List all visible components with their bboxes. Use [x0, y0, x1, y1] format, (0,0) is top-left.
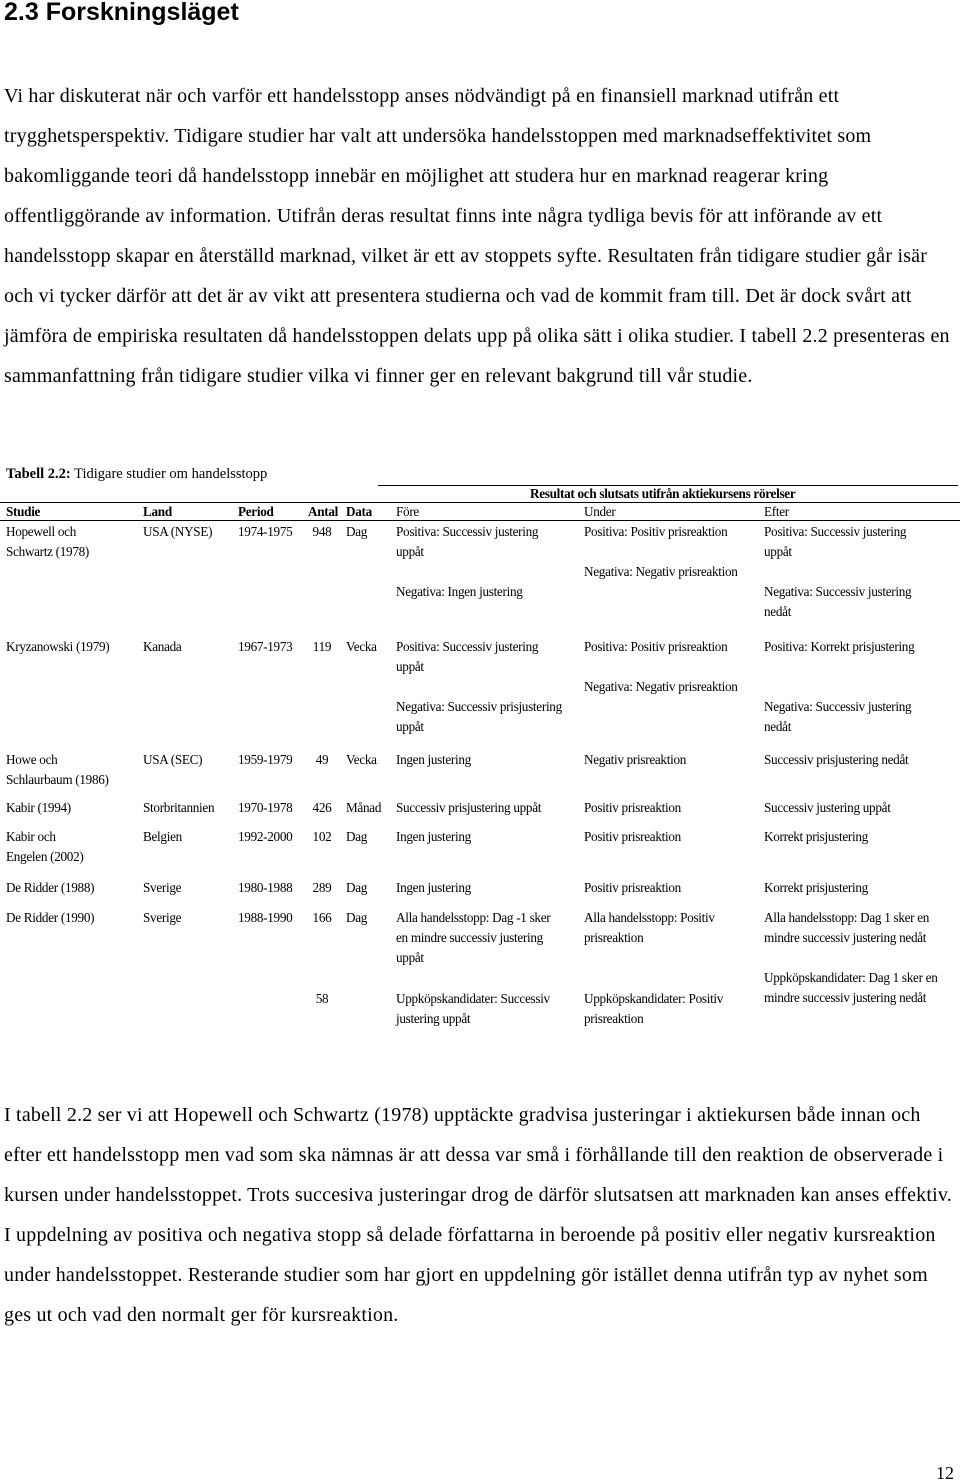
table-cell-efter: Negativa: Successiv justering: [764, 699, 912, 714]
table-cell-fore: uppåt: [396, 544, 424, 559]
col-header-studie: Studie: [6, 504, 41, 519]
header-bottom-rule: [0, 520, 960, 521]
table-cell-under: Positiv prisreaktion: [584, 880, 681, 895]
table-cell-antal: 119: [312, 639, 332, 654]
table-cell-under: Negativa: Negativ prisreaktion: [584, 564, 738, 579]
table-cell-fore: Uppköpskandidater: Successiv: [396, 991, 550, 1006]
table-cell-efter: Korrekt prisjustering: [764, 880, 868, 895]
table-cell-antal: 426: [312, 800, 332, 815]
table-cell-fore: Alla handelsstopp: Dag -1 sker: [396, 910, 551, 925]
table-cell-antal: 289: [312, 880, 332, 895]
table-cell-period: 1980-1988: [238, 880, 293, 895]
table-cell-under: prisreaktion: [584, 930, 644, 945]
table-cell-studie: De Ridder (1990): [6, 910, 95, 925]
table-cell-antal: 58: [315, 991, 329, 1006]
table-cell-studie: Kryzanowski (1979): [6, 639, 110, 654]
table-cell-efter: Alla handelsstopp: Dag 1 sker en: [764, 910, 930, 925]
table-cell-studie: Kabir och: [6, 829, 56, 844]
table-cell-antal: 102: [312, 829, 332, 844]
table-cell-fore: uppåt: [396, 719, 424, 734]
table-cell-under: prisreaktion: [584, 1011, 644, 1026]
table-cell-fore: uppåt: [396, 659, 424, 674]
table-cell-data: Månad: [346, 800, 382, 815]
table-cell-land: Sverige: [143, 910, 182, 925]
table-cell-efter: mindre successiv justering nedåt: [764, 990, 927, 1005]
table-cell-studie: Hopewell och: [6, 524, 77, 539]
table-cell-land: Kanada: [143, 639, 182, 654]
table-cell-period: 1974-1975: [238, 524, 293, 539]
col-header-fore: Före: [396, 504, 419, 519]
section-heading: 2.3 Forskningsläget: [4, 0, 239, 26]
col-header-period: Period: [238, 504, 274, 519]
table-cell-under: Negativa: Negativ prisreaktion: [584, 679, 738, 694]
table-cell-efter: nedåt: [764, 604, 792, 619]
table-cell-efter: uppåt: [764, 544, 792, 559]
table-cell-period: 1967-1973: [238, 639, 293, 654]
table-cell-fore: en mindre successiv justering: [396, 930, 543, 945]
table-cell-fore: Ingen justering: [396, 829, 471, 844]
col-header-under: Under: [584, 504, 616, 519]
table-cell-studie: Schwartz (1978): [6, 544, 90, 559]
table-caption-text: Tidigare studier om handelsstopp: [70, 466, 268, 482]
col-header-efter: Efter: [764, 504, 789, 519]
table-cell-period: 1970-1978: [238, 800, 293, 815]
table-cell-under: Positiv prisreaktion: [584, 829, 681, 844]
table-cell-studie: Schlaurbaum (1986): [6, 772, 109, 787]
table-cell-data: Dag: [346, 880, 368, 895]
col-header-data: Data: [346, 504, 372, 519]
table-cell-data: Dag: [346, 829, 368, 844]
table-cell-studie: Howe och: [6, 752, 58, 767]
table-cell-under: Positiv prisreaktion: [584, 800, 681, 815]
table-cell-land: Sverige: [143, 880, 182, 895]
table-cell-under: Positiva: Positiv prisreaktion: [584, 524, 728, 539]
table-cell-antal: 49: [315, 752, 329, 767]
table-cell-period: 1992-2000: [238, 829, 293, 844]
table-cell-studie: De Ridder (1988): [6, 880, 95, 895]
table-cell-period: 1959-1979: [238, 752, 293, 767]
intro-paragraph: Vi har diskuterat när och varför ett handelsstopp anses nödvändigt på en finansiell marknad utifrån ett trygghetsperspektiv. Tidigare studier har valt att undersöka handelsstoppen med marknadseffektivitet som bakomliggande teori då handelsstopp innebär en möjlighet att studera hur en marknad reagerar kring offentliggörande av information. Utifrån deras resultat finns inte några tydliga bevis för att införande av ett handelsstopp skapar en återställd marknad, vilket är ett av stoppets syfte. Resultaten från tidigare studier går isär och vi tycker därför att det är av vikt att presentera studierna och vad de kommit fram till. Det är dock svårt att jämföra de empiriska resultaten då handelsstoppen delats upp på olika sätt i olika studier. I tabell 2.2 presenteras en sammanfattning från tidigare studier vilka vi finner ger en relevant bakgrund till vår studie.: [4, 85, 950, 387]
table-cell-land: Storbritannien: [143, 800, 215, 815]
table-cell-studie: Engelen (2002): [6, 849, 84, 864]
col-header-antal: Antal: [308, 504, 339, 519]
table-cell-efter: Positiva: Successiv justering: [764, 524, 907, 539]
table-cell-fore: Negativa: Successiv prisjustering: [396, 699, 562, 714]
table-cell-under: Uppköpskandidater: Positiv: [584, 991, 724, 1006]
table-cell-efter: Uppköpskandidater: Dag 1 sker en: [764, 970, 938, 985]
table-cell-fore: Positiva: Successiv justering: [396, 639, 539, 654]
table-cell-antal: 166: [312, 910, 332, 925]
table-cell-efter: Negativa: Successiv justering: [764, 584, 912, 599]
table-cell-under: Negativ prisreaktion: [584, 752, 687, 767]
table-cell-data: Dag: [346, 910, 368, 925]
group-header: Resultat och slutsats utifrån aktiekursens rörelser: [530, 486, 796, 501]
table-cell-under: Alla handelsstopp: Positiv: [584, 910, 715, 925]
table-cell-fore: Negativa: Ingen justering: [396, 584, 523, 599]
table-cell-data: Vecka: [346, 752, 377, 767]
table-cell-fore: justering uppåt: [396, 1011, 471, 1026]
table-cell-antal: 948: [312, 524, 332, 539]
table-cell-under: Positiva: Positiv prisreaktion: [584, 639, 728, 654]
table-cell-efter: nedåt: [764, 719, 792, 734]
table-cell-fore: Positiva: Successiv justering: [396, 524, 539, 539]
table-cell-period: 1988-1990: [238, 910, 293, 925]
table-cell-fore: Successiv prisjustering uppåt: [396, 800, 542, 815]
discussion-paragraph: I tabell 2.2 ser vi att Hopewell och Schwartz (1978) upptäckte gradvisa justeringar i aktiekursen både innan och efter ett handelsstopp men vad som ska nämnas är att dessa var små i förhållande till den reaktion de observerade i kursen under handelsstoppet. Trots succesiva justeringar drog de därför slutsatsen att marknaden kan anses effektiv. I uppdelning av positiva och negativa stopp så delade författarna in beroende på positiv eller negativ kursreaktion under handelsstoppet. Resterande studier som har gjort en uppdelning gör istället denna utifrån typ av nyhet som ges ut och vad den normalt ger för kursreaktion.: [4, 1104, 952, 1326]
page-number: 12: [936, 1463, 954, 1483]
table-cell-fore: Ingen justering: [396, 880, 471, 895]
table-cell-efter: Successiv justering uppåt: [764, 800, 891, 815]
table-cell-data: Dag: [346, 524, 368, 539]
table-cell-land: USA (SEC): [143, 752, 203, 767]
table-cell-fore: Ingen justering: [396, 752, 471, 767]
table-cell-land: Belgien: [143, 829, 182, 844]
table-cell-efter: mindre successiv justering nedåt: [764, 930, 927, 945]
table-cell-efter: Positiva: Korrekt prisjustering: [764, 639, 915, 654]
table-cell-data: Vecka: [346, 639, 377, 654]
table-cell-land: USA (NYSE): [143, 524, 213, 539]
table-cell-studie: Kabir (1994): [6, 800, 71, 815]
table-cell-efter: Successiv prisjustering nedåt: [764, 752, 909, 767]
table-cell-fore: uppåt: [396, 950, 424, 965]
table-cell-efter: Korrekt prisjustering: [764, 829, 868, 844]
table-caption-label: Tabell 2.2:: [6, 466, 71, 482]
col-header-land: Land: [143, 504, 172, 519]
